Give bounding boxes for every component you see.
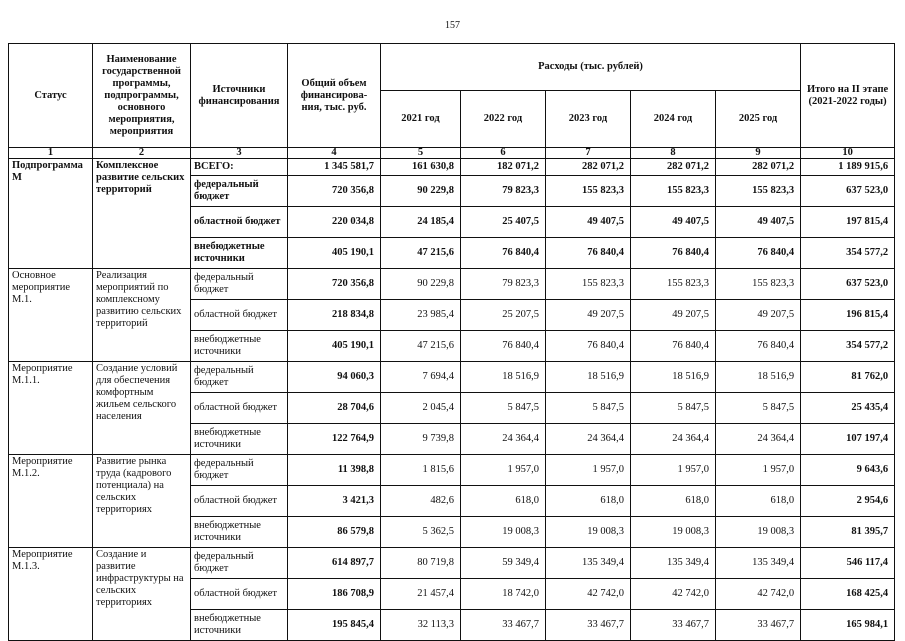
- year-value-cell: 5 847,5: [461, 393, 546, 424]
- table-row: [9, 159, 895, 176]
- year-value-cell: 24 364,4: [546, 424, 631, 455]
- status-cell: Мероприятие М.1.1.: [9, 362, 93, 455]
- year-value-cell: 76 840,4: [546, 238, 631, 269]
- total-cell: 28 704,6: [288, 393, 381, 424]
- name-cell: Комплексное развитие сельских территорий: [93, 159, 191, 269]
- year-value-cell: 24 364,4: [461, 424, 546, 455]
- column-numbers-row: [9, 148, 895, 159]
- year-value-cell: 482,6: [381, 486, 461, 517]
- page-number: 157: [445, 20, 460, 31]
- year-value-cell: 19 008,3: [716, 517, 801, 548]
- year-value-cell: 135 349,4: [631, 548, 716, 579]
- year-value-cell: 1 957,0: [546, 455, 631, 486]
- year-value-cell: 155 823,3: [716, 269, 801, 300]
- itogo-cell: 546 117,4: [801, 548, 895, 579]
- total-cell: 94 060,3: [288, 362, 381, 393]
- year-value-cell: 90 229,8: [381, 176, 461, 207]
- year-value-cell: 1 815,6: [381, 455, 461, 486]
- year-value-cell: 79 823,3: [461, 176, 546, 207]
- source-cell: федеральный бюджет: [191, 269, 288, 300]
- year-value-cell: 19 008,3: [461, 517, 546, 548]
- year-value-cell: 25 207,5: [461, 300, 546, 331]
- header-sources: Источники финансирования: [191, 44, 288, 148]
- total-cell: 11 398,8: [288, 455, 381, 486]
- itogo-cell: 196 815,4: [801, 300, 895, 331]
- year-value-cell: 76 840,4: [461, 331, 546, 362]
- year-value-cell: 49 207,5: [716, 300, 801, 331]
- header-year: 2023 год: [546, 91, 631, 148]
- status-cell: Мероприятие М.1.3.: [9, 548, 93, 641]
- status-cell: Подпрограмма М: [9, 159, 93, 269]
- year-value-cell: 49 207,5: [546, 300, 631, 331]
- year-value-cell: 161 630,8: [381, 159, 461, 176]
- column-number: 3: [191, 148, 288, 159]
- total-cell: 220 034,8: [288, 207, 381, 238]
- year-value-cell: 33 467,7: [716, 610, 801, 641]
- source-cell: федеральный бюджет: [191, 176, 288, 207]
- year-value-cell: 23 985,4: [381, 300, 461, 331]
- table-row: [9, 455, 895, 486]
- year-value-cell: 79 823,3: [461, 269, 546, 300]
- total-cell: 186 708,9: [288, 579, 381, 610]
- year-value-cell: 618,0: [461, 486, 546, 517]
- year-value-cell: 76 840,4: [716, 238, 801, 269]
- itogo-cell: 81 762,0: [801, 362, 895, 393]
- itogo-cell: 165 984,1: [801, 610, 895, 641]
- name-cell: Создание условий для обеспечения комфортным жильем сельского населения: [93, 362, 191, 455]
- source-cell: внебюджетные источники: [191, 424, 288, 455]
- year-value-cell: 47 215,6: [381, 238, 461, 269]
- itogo-cell: 107 197,4: [801, 424, 895, 455]
- year-value-cell: 19 008,3: [546, 517, 631, 548]
- year-value-cell: 618,0: [631, 486, 716, 517]
- year-value-cell: 155 823,3: [546, 269, 631, 300]
- source-cell: внебюджетные источники: [191, 517, 288, 548]
- source-cell: федеральный бюджет: [191, 548, 288, 579]
- year-value-cell: 33 467,7: [461, 610, 546, 641]
- year-value-cell: 76 840,4: [631, 331, 716, 362]
- year-value-cell: 18 516,9: [546, 362, 631, 393]
- year-value-cell: 80 719,8: [381, 548, 461, 579]
- year-value-cell: 9 739,8: [381, 424, 461, 455]
- itogo-cell: 637 523,0: [801, 269, 895, 300]
- itogo-cell: 25 435,4: [801, 393, 895, 424]
- header-year: 2024 год: [631, 91, 716, 148]
- status-cell: Основное мероприятие М.1.: [9, 269, 93, 362]
- year-value-cell: 282 071,2: [716, 159, 801, 176]
- year-value-cell: 24 364,4: [716, 424, 801, 455]
- budget-table: [8, 43, 895, 641]
- year-value-cell: 42 742,0: [546, 579, 631, 610]
- year-value-cell: 76 840,4: [631, 238, 716, 269]
- column-number: 9: [716, 148, 801, 159]
- year-value-cell: 5 362,5: [381, 517, 461, 548]
- year-value-cell: 21 457,4: [381, 579, 461, 610]
- source-cell: областной бюджет: [191, 486, 288, 517]
- column-number: 4: [288, 148, 381, 159]
- year-value-cell: 182 071,2: [461, 159, 546, 176]
- source-cell: областной бюджет: [191, 207, 288, 238]
- year-value-cell: 155 823,3: [631, 176, 716, 207]
- total-cell: 405 190,1: [288, 331, 381, 362]
- year-value-cell: 24 364,4: [631, 424, 716, 455]
- year-value-cell: 59 349,4: [461, 548, 546, 579]
- total-cell: 3 421,3: [288, 486, 381, 517]
- year-value-cell: 1 957,0: [716, 455, 801, 486]
- header-year: 2021 год: [381, 91, 461, 148]
- year-value-cell: 135 349,4: [716, 548, 801, 579]
- header-itogo: Итого на II этапе (2021-2022 годы): [801, 44, 895, 148]
- source-cell: областной бюджет: [191, 579, 288, 610]
- name-cell: Развитие рынка труда (кадрового потенциала) на сельских территориях: [93, 455, 191, 548]
- year-value-cell: 282 071,2: [546, 159, 631, 176]
- table-row: [9, 269, 895, 300]
- year-value-cell: 618,0: [716, 486, 801, 517]
- year-value-cell: 49 407,5: [631, 207, 716, 238]
- year-value-cell: 2 045,4: [381, 393, 461, 424]
- header-year: 2025 год: [716, 91, 801, 148]
- header-year: 2022 год: [461, 91, 546, 148]
- header-name: Наименование государственной программы, подпрограммы, основного мероприятия, мероприятия: [93, 44, 191, 148]
- table-row: [9, 362, 895, 393]
- year-value-cell: 90 229,8: [381, 269, 461, 300]
- year-value-cell: 18 516,9: [461, 362, 546, 393]
- year-value-cell: 18 516,9: [631, 362, 716, 393]
- year-value-cell: 49 207,5: [631, 300, 716, 331]
- itogo-cell: 81 395,7: [801, 517, 895, 548]
- total-cell: 405 190,1: [288, 238, 381, 269]
- source-cell: ВСЕГО:: [191, 159, 288, 176]
- total-cell: 218 834,8: [288, 300, 381, 331]
- year-value-cell: 135 349,4: [546, 548, 631, 579]
- column-number: 2: [93, 148, 191, 159]
- year-value-cell: 32 113,3: [381, 610, 461, 641]
- source-cell: внебюджетные источники: [191, 331, 288, 362]
- itogo-cell: 168 425,4: [801, 579, 895, 610]
- total-cell: 86 579,8: [288, 517, 381, 548]
- column-number: 10: [801, 148, 895, 159]
- year-value-cell: 155 823,3: [546, 176, 631, 207]
- year-value-cell: 155 823,3: [716, 176, 801, 207]
- year-value-cell: 18 516,9: [716, 362, 801, 393]
- column-number: 1: [9, 148, 93, 159]
- total-cell: 195 845,4: [288, 610, 381, 641]
- total-cell: 122 764,9: [288, 424, 381, 455]
- year-value-cell: 33 467,7: [546, 610, 631, 641]
- name-cell: Создание и развитие инфраструктуры на сельских территориях: [93, 548, 191, 641]
- year-value-cell: 1 957,0: [631, 455, 716, 486]
- itogo-cell: 354 577,2: [801, 331, 895, 362]
- source-cell: федеральный бюджет: [191, 362, 288, 393]
- year-value-cell: 49 407,5: [716, 207, 801, 238]
- itogo-cell: 197 815,4: [801, 207, 895, 238]
- itogo-cell: 354 577,2: [801, 238, 895, 269]
- year-value-cell: 18 742,0: [461, 579, 546, 610]
- table-row: [9, 548, 895, 579]
- year-value-cell: 5 847,5: [631, 393, 716, 424]
- year-value-cell: 49 407,5: [546, 207, 631, 238]
- year-value-cell: 33 467,7: [631, 610, 716, 641]
- year-value-cell: 618,0: [546, 486, 631, 517]
- source-cell: областной бюджет: [191, 393, 288, 424]
- itogo-cell: 9 643,6: [801, 455, 895, 486]
- name-cell: Реализация мероприятий по комплексному развитию сельских территорий: [93, 269, 191, 362]
- year-value-cell: 76 840,4: [546, 331, 631, 362]
- header-total-volume: Общий объем финансирова-ния, тыс. руб.: [288, 44, 381, 148]
- total-cell: 614 897,7: [288, 548, 381, 579]
- year-value-cell: 24 185,4: [381, 207, 461, 238]
- column-number: 8: [631, 148, 716, 159]
- column-number: 6: [461, 148, 546, 159]
- source-cell: федеральный бюджет: [191, 455, 288, 486]
- source-cell: областной бюджет: [191, 300, 288, 331]
- source-cell: внебюджетные источники: [191, 238, 288, 269]
- total-cell: 720 356,8: [288, 269, 381, 300]
- year-value-cell: 5 847,5: [546, 393, 631, 424]
- year-value-cell: 25 407,5: [461, 207, 546, 238]
- total-cell: 1 345 581,7: [288, 159, 381, 176]
- year-value-cell: 76 840,4: [716, 331, 801, 362]
- source-cell: внебюджетные источники: [191, 610, 288, 641]
- year-value-cell: 42 742,0: [631, 579, 716, 610]
- year-value-cell: 7 694,4: [381, 362, 461, 393]
- column-number: 7: [546, 148, 631, 159]
- year-value-cell: 155 823,3: [631, 269, 716, 300]
- year-value-cell: 47 215,6: [381, 331, 461, 362]
- year-value-cell: 19 008,3: [631, 517, 716, 548]
- column-number: 5: [381, 148, 461, 159]
- year-value-cell: 1 957,0: [461, 455, 546, 486]
- year-value-cell: 5 847,5: [716, 393, 801, 424]
- itogo-cell: 2 954,6: [801, 486, 895, 517]
- total-cell: 720 356,8: [288, 176, 381, 207]
- header-status: Статус: [9, 44, 93, 148]
- year-value-cell: 282 071,2: [631, 159, 716, 176]
- year-value-cell: 76 840,4: [461, 238, 546, 269]
- header-expenses: Расходы (тыс. рублей): [381, 44, 801, 91]
- status-cell: Мероприятие М.1.2.: [9, 455, 93, 548]
- year-value-cell: 42 742,0: [716, 579, 801, 610]
- itogo-cell: 637 523,0: [801, 176, 895, 207]
- itogo-cell: 1 189 915,6: [801, 159, 895, 176]
